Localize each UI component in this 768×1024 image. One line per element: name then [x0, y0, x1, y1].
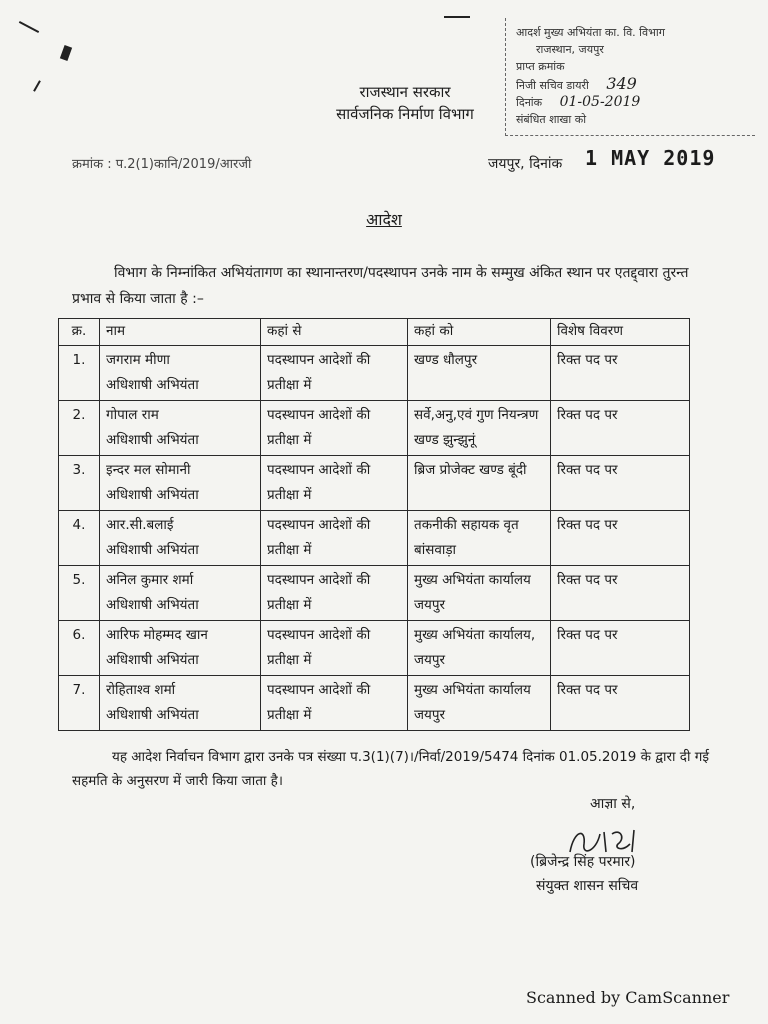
cell-name	[100, 401, 261, 456]
officer-name: रोहिताश्व शर्मा	[106, 682, 176, 698]
scan-mark	[444, 16, 470, 18]
cell-remarks: रिक्त पद पर	[551, 621, 690, 676]
table-row	[59, 346, 690, 401]
date-stamp: 1 MAY 2019	[585, 146, 716, 170]
cell-sno: 5.	[59, 566, 100, 621]
officer-name: आर.सी.बलाई	[106, 517, 174, 533]
officer-name: इन्दर मल सोमानी	[106, 462, 191, 478]
cell-name	[100, 621, 261, 676]
cell-sno: 2.	[59, 401, 100, 456]
cell-to: सर्वे,अनु,एवं गुण नियन्त्रण खण्ड झुन्झुनूं	[408, 401, 551, 456]
cell-sno: 1.	[59, 346, 100, 401]
cell-sno: 3.	[59, 456, 100, 511]
officer-designation: अधिशाषी अभियंता	[106, 432, 199, 448]
cell-from: पदस्थापन आदेशों की प्रतीक्षा में	[261, 621, 408, 676]
cell-remarks: रिक्त पद पर	[551, 346, 690, 401]
cell-from: पदस्थापन आदेशों की प्रतीक्षा में	[261, 566, 408, 621]
cell-from: पदस्थापन आदेशों की प्रतीक्षा में	[261, 676, 408, 731]
stamp-line: प्राप्त क्रमांक	[516, 60, 565, 73]
stamp-label: निजी सचिव डायरी	[516, 79, 589, 92]
cell-to: मुख्य अभियंता कार्यालय जयपुर	[408, 566, 551, 621]
transfer-table	[58, 318, 690, 731]
document-title: आदेश	[366, 210, 402, 229]
table-row	[59, 621, 690, 676]
cell-name	[100, 511, 261, 566]
cell-sno: 6.	[59, 621, 100, 676]
stamp-line: राजस्थान, जयपुर	[536, 43, 604, 56]
stamp-date: 01-05-2019	[559, 94, 641, 110]
scan-mark	[33, 80, 41, 91]
officer-name: अनिल कुमार शर्मा	[106, 572, 194, 588]
cell-sno: 7.	[59, 676, 100, 731]
officer-name: आरिफ मोहम्मद खान	[106, 627, 208, 643]
cell-from: पदस्थापन आदेशों की प्रतीक्षा में	[261, 511, 408, 566]
date-label: जयपुर, दिनांक	[488, 156, 563, 172]
cell-from: पदस्थापन आदेशों की प्रतीक्षा में	[261, 456, 408, 511]
officer-designation: अधिशाषी अभियंता	[106, 597, 199, 613]
table-row	[59, 401, 690, 456]
officer-designation: अधिशाषी अभियंता	[106, 652, 199, 668]
signatory-designation: संयुक्त शासन सचिव	[536, 878, 639, 894]
table-row	[59, 456, 690, 511]
diary-number: 349	[606, 74, 637, 93]
col-header-sno: क्र.	[59, 319, 100, 346]
cell-to: मुख्य अभियंता कार्यालय जयपुर	[408, 676, 551, 731]
officer-designation: अधिशाषी अभियंता	[106, 707, 199, 723]
cell-sno: 4.	[59, 511, 100, 566]
cell-from: पदस्थापन आदेशों की प्रतीक्षा में	[261, 346, 408, 401]
table-row	[59, 676, 690, 731]
government-name: राजस्थान सरकार	[359, 83, 451, 101]
col-header-to: कहां को	[408, 319, 551, 346]
cell-name	[100, 346, 261, 401]
stamp-label: दिनांक	[516, 96, 543, 109]
cell-to: तकनीकी सहायक वृत बांसवाड़ा	[408, 511, 551, 566]
intro-paragraph: विभाग के निम्नांकित अभियंतागण का स्थानान्तरण/पदस्थापन उनके नाम के सम्मुख अंकित स्थान पर एतद्द्वारा तुरन्त प्रभाव से किया जाता है :–	[72, 265, 689, 307]
cell-remarks: रिक्त पद पर	[551, 511, 690, 566]
reference-number: क्रमांक : प.2(1)कानि/2019/आरजी	[72, 157, 252, 172]
cell-from: पदस्थापन आदेशों की प्रतीक्षा में	[261, 401, 408, 456]
cell-name	[100, 566, 261, 621]
table-row	[59, 566, 690, 621]
cell-name	[100, 676, 261, 731]
cell-remarks: रिक्त पद पर	[551, 401, 690, 456]
cell-remarks: रिक्त पद पर	[551, 456, 690, 511]
department-name: सार्वजनिक निर्माण विभाग	[336, 105, 474, 123]
cell-to: खण्ड धौलपुर	[408, 346, 551, 401]
officer-designation: अधिशाषी अभियंता	[106, 487, 199, 503]
cell-name	[100, 456, 261, 511]
stamp-line: संबंधित शाखा को	[516, 113, 587, 126]
cell-remarks: रिक्त पद पर	[551, 566, 690, 621]
signatory-name: (ब्रिजेन्द्र सिंह परमार)	[530, 854, 636, 870]
col-header-name: नाम	[100, 319, 261, 346]
col-header-remarks: विशेष विवरण	[551, 319, 690, 346]
scan-mark	[19, 21, 39, 33]
scan-mark	[60, 45, 72, 61]
table-row	[59, 511, 690, 566]
cell-remarks: रिक्त पद पर	[551, 676, 690, 731]
officer-designation: अधिशाषी अभियंता	[106, 377, 199, 393]
col-header-from: कहां से	[261, 319, 408, 346]
cell-to: ब्रिज प्रोजेक्ट खण्ड बूंदी	[408, 456, 551, 511]
cell-to: मुख्य अभियंता कार्यालय, जयपुर	[408, 621, 551, 676]
order-by: आज्ञा से,	[590, 796, 636, 812]
officer-name: जगराम मीणा	[106, 352, 170, 368]
scanner-watermark: Scanned by CamScanner	[526, 988, 730, 1007]
table-header-row	[59, 319, 690, 346]
footer-paragraph: यह आदेश निर्वाचन विभाग द्वारा उनके पत्र संख्या प.3(1)(7)।/निर्वा/2019/5474 दिनांक 01.05.2019 के द्वारा दी गई सहमति के अनुसरण में जारी किया जाता है।	[72, 749, 709, 789]
officer-designation: अधिशाषी अभियंता	[106, 542, 199, 558]
stamp-line: आदर्श मुख्य अभियंता का. वि. विभाग	[516, 26, 665, 39]
officer-name: गोपाल राम	[106, 407, 159, 423]
